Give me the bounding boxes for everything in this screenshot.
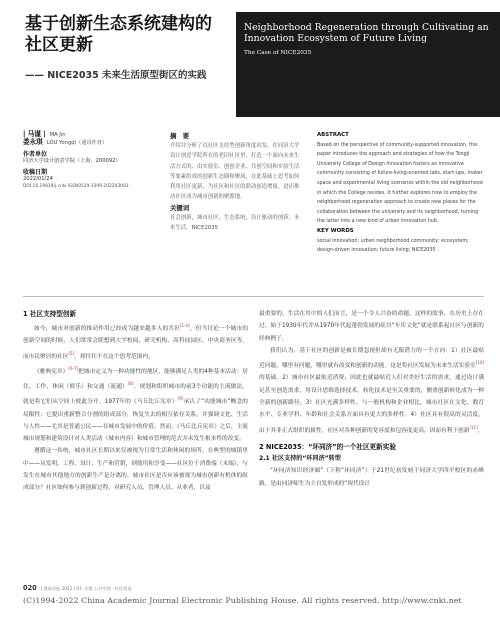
section-heading-2: 2 NICE2035：“环同济”的一个社区更新实验 (259, 442, 396, 451)
received-date: 2022/01/24 (23, 176, 53, 183)
paragraph: “环同济知识经济圈”（下称“环同济”）于21世纪初发轫于同济大学四平校区的赤峰路，是由同济师生为主自发形成的“现代设计 (259, 468, 484, 487)
english-abstract-heading: ABSTRACT (317, 132, 349, 138)
author1-name: | 马谨 | (23, 130, 46, 138)
page-footer (23, 584, 484, 592)
citation[interactable]: [8] (127, 381, 134, 387)
chinese-abstract-heading: 摘 要 (170, 132, 190, 140)
chinese-title (25, 14, 212, 56)
citation[interactable]: [5] (68, 350, 75, 356)
citation[interactable]: [11] (469, 424, 478, 430)
section-heading-1: 1 社区支持型创新 (23, 310, 77, 318)
citation[interactable]: [10] (475, 360, 484, 366)
section-divider (23, 296, 484, 297)
body-column-left (23, 308, 248, 495)
english-subtitle: The Case of NICE2035 (244, 50, 312, 56)
english-abstract (317, 131, 487, 256)
paragraph: 《雅典宪章》[6-7]把城市定义为一种功能性的地区，能够满足人类的4种基本活动：居住、工作、休闲（娱乐）和交通（流通）[8]。规划和组织城市的前3个功能的主流做法，就是将它们从空间上彼此分开。1977年的《马丘比丘宪章》[9]承认了“功能城市”概念的局限性；它提出重新整合分割的组成部分，恢复失去的相互依存关系，并强调文化、生活与人性——尤其是普通公民——在城市发展中的价值。然而，《马丘比丘宪章》之后，主流城市规划和建筑设计对人类活动（城市内容）和城市管理的范式并未发生根本性的改变。 (23, 365, 248, 443)
affiliation: 同济大学设计创意学院（上海，200092） (23, 158, 121, 165)
affiliation-heading: 作者单位 (23, 150, 48, 158)
issue-theme: 专题 公共空间 · 社区营造 (84, 586, 132, 591)
citation[interactable]: [9] (177, 396, 184, 402)
english-keywords-heading: KEY WORDS (317, 227, 354, 234)
citation[interactable]: [6-7] (68, 365, 79, 371)
citation[interactable]: [1-4] (179, 323, 190, 329)
paragraph: 我们认为，基于社区的创新是被长期忽视但却有无限潜力的一个方向：1）社区最贴近问题，哪里有问题，哪里就有改变和创新的动能。这是将社区发展为未来生活实验室[10]的基础。2）城市社区最贴近消费，因此也就最贴近人们对美好生活的需求，通过设计满足甚至创造需求，用设计思维选择技术，转化技术是至关重要的，侧重创新转化成为一种全新的创新路径。3）社区充满多样性。与一般机构和企业相比，城市社区在文化、数育水平、专业学科、年龄和社会关系方面具有更大的多样性。4）社区具有很高的灵活度。由于其非正式组织的属性，社区对各种创新的宽容度和包容度更高，因而有利于创新[11]。 (259, 347, 484, 434)
chinese-abstract-text: 介绍并分析了以社区支持型创新角度出发，在同济大学设计创意学院所在的老旧社区里，打造一个面向未来生活方式的、由实验室、创创企业、共创空间和实验生活等要素组成的创新生态圈和聚场，在此基础上思考如何利用社区更新，为社区和社区的联动创造增量，进而推动社区成为城市创新的聚源地。 (170, 143, 300, 201)
paragraph: 最重要的，生活在其中的人们而言，是一个令人兴奋的命题。这样的故事，在历史上存在过。始于1930年代并从1970年代起蓬勃发展的硅谷“车库文化”就是联系起社区与创新的经典例子。 (259, 311, 484, 342)
page-number: 020 (23, 584, 37, 592)
english-title: Neighborhood Regeneration through Cultivating an Innovation Ecosystem of Future Living (244, 22, 489, 44)
author-info (23, 131, 143, 191)
chinese-subtitle: —— NICE2035 未来生活原型街区的实践 (25, 70, 207, 81)
author1-english: MA Jin (49, 132, 66, 138)
paragraph: 如今，城市对创新的推动作用已经成为越来越多人的共识[1-4]。但当讨论一个城市的创新空间的时候，人们常常会联想到大学校园、研究机构、高科技园区、中央商务区等，而市民聚居的社区[5]，却往往不在这个思考范围内。 (23, 323, 249, 360)
english-keywords: social innovation; urban neighborhood community; ecosystem; design-driven innovation; future living; NICE2035 (317, 238, 469, 254)
english-abstract-text: Based on the perspective of community-supported innovation, this paper introduces the approach and strategies of how the Tongji University College of Design Innovation fosters an innovative community consisting of future-living-oriented labs, start-ups, maker space and experimental living scenarios within the old neighborhood in which the College resides. It further explores how to employ the neighborhood regeneration approach to create new places for the collaboration between the university and its neighborhood, turning the latter into a new kind of urban innovation hub. (317, 142, 483, 225)
chinese-title-line1: 基于创新生态系统建构的 (25, 14, 212, 34)
chinese-keywords-heading: 关键词 (170, 203, 190, 212)
body-column-right (259, 308, 484, 490)
journal-name: | 建筑学报 2022 | 03 (40, 586, 82, 591)
copyright-notice: (C)1994-2022 China Academic Journal Electronic Publishing House. All rights reserved. http://www.cnki.net (23, 596, 462, 605)
received-date-heading: 收稿日期 (23, 168, 48, 176)
paragraph: 遵循这一传统，城市社区长期以来仅被视为日常生活和休闲的场所。在典型的城镇里中——从发明、工程、设计、生产和营销，到使用和享受——社区位于消费端（末端），与发生在城市其他地方的创新生产是分离的。城市社区是否应该被视为城市创新有机体的组成部分？社区如何参与到创新过程，对研究人员、管理人员、从业者，以及 (23, 448, 248, 492)
subsection-heading-2-1: 2.1 社区支持的“环同济”转型 (259, 455, 341, 463)
doi[interactable]: DOI 10.19819/j.cnki.ISSN0529-1399.202203003 (23, 184, 129, 190)
chinese-abstract (170, 131, 303, 233)
chinese-title-line2: 社区更新 (25, 35, 93, 55)
author2-english: LOU Yongqi（通讯作者） (46, 140, 108, 147)
author2-name: 娄永琪 (23, 138, 43, 147)
chinese-keywords: 社会创新，城市社区，生态系统，设计驱动的创新，未来生活，NICE2035 (170, 214, 300, 232)
